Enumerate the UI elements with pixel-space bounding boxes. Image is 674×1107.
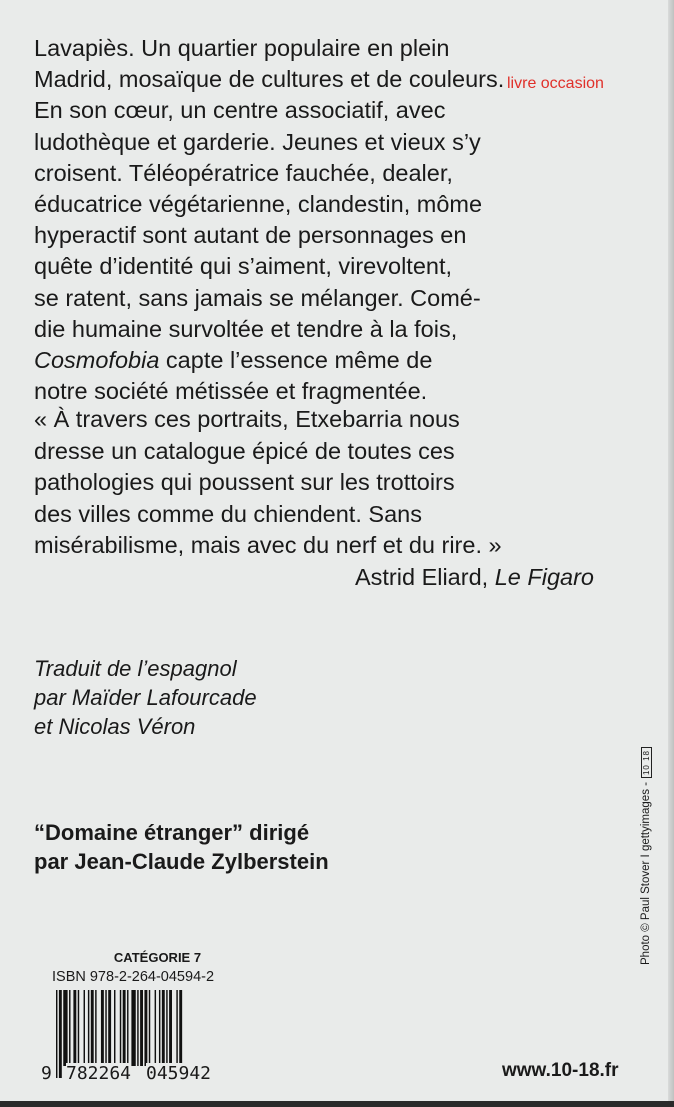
- barcode-bar: [159, 990, 160, 1066]
- quote-line: « À travers ces portraits, Etxebarria nous: [34, 406, 460, 432]
- barcode-bar: [108, 990, 111, 1066]
- barcode-bar: [105, 990, 106, 1066]
- blurb-line: hyperactif sont autant de personnages en: [34, 222, 467, 249]
- barcode-bar: [137, 990, 138, 1066]
- barcode-bar: [169, 990, 172, 1066]
- translation-credit: [34, 654, 257, 741]
- quote-line: misérabilisme, mais avec du nerf et du rire. »: [34, 532, 502, 558]
- barcode-left-digits: 782264: [66, 1063, 132, 1084]
- publisher-logo: 10 18: [641, 747, 652, 778]
- blurb-line: Lavapiès. Un quartier populaire en plein: [34, 35, 450, 61]
- blurb-line: notre société métissée et fragmentée.: [34, 378, 428, 405]
- collection-line: “Domaine étranger” dirigé: [34, 820, 310, 845]
- blurb-line: En son cœur, un centre associatif, avec: [34, 97, 446, 124]
- barcode-bar: [162, 990, 165, 1066]
- blurb-line: croisent. Téléopératrice fauchée, dealer,: [34, 159, 453, 186]
- barcode-bar: [91, 990, 94, 1066]
- website: www.10-18.fr: [502, 1060, 619, 1081]
- blurb-line: éducatrice végétarienne, clandestin, môme: [34, 191, 483, 218]
- barcode-bar: [63, 990, 67, 1066]
- barcode-bar: [176, 990, 177, 1066]
- press-quote: [34, 404, 634, 593]
- barcode-bar: [131, 990, 135, 1066]
- barcode-bar: [88, 990, 89, 1066]
- photo-credit-text: Photo © Paul Stover I gettyimages -: [640, 782, 652, 965]
- blurb-line: Madrid, mosaïque de cultures et de couleurs.: [34, 66, 505, 93]
- barcode-bar: [56, 990, 57, 1078]
- photo-credit: [640, 747, 652, 965]
- bottom-edge: [0, 1101, 674, 1107]
- barcode-bar: [69, 990, 70, 1066]
- collection-line: par Jean-Claude Zylberstein: [34, 849, 329, 874]
- barcode-bar: [155, 990, 156, 1066]
- translation-line: par Maïder Lafourcade: [34, 685, 257, 710]
- book-title: Cosmofobia: [34, 347, 160, 374]
- translation-line: Traduit de l’espagnol: [34, 656, 237, 681]
- blurb-line: die humaine survoltée et tendre à la fois,: [34, 315, 458, 342]
- collection-credit: [34, 818, 329, 876]
- blurb-line: [34, 345, 634, 376]
- cover-edge: [668, 0, 674, 1107]
- blurb-line: se ratent, sans jamais se mélanger. Comé-: [34, 284, 481, 311]
- barcode-bar: [140, 990, 143, 1066]
- quote-line: pathologies qui poussent sur les trottoirs: [34, 469, 455, 495]
- barcode-bar: [144, 990, 147, 1066]
- barcode-right-digits: 045942: [146, 1063, 212, 1084]
- barcode-bar: [101, 990, 104, 1066]
- barcode-bar: [114, 990, 115, 1066]
- barcode-first-digit: 9: [41, 1063, 52, 1084]
- barcode-bar: [149, 990, 150, 1066]
- category: CATÉGORIE 7: [113, 950, 202, 965]
- barcode-bar: [59, 990, 62, 1078]
- blurb-text: capte l’essence même de: [159, 347, 433, 374]
- quote-source: Le Figaro: [494, 563, 594, 590]
- translation-line: et Nicolas Véron: [34, 714, 196, 739]
- quote-attribution: [34, 562, 634, 594]
- barcode-bar: [95, 990, 96, 1066]
- blurb-line: quête d’identité qui s’aiment, virevoltent,: [34, 253, 453, 280]
- barcode-bar: [78, 990, 79, 1066]
- barcode-bar: [166, 990, 167, 1066]
- quote-author: Astrid Eliard,: [354, 563, 495, 590]
- occasion-stamp: livre occasion: [507, 75, 604, 92]
- quote-line: dresse un catalogue épicé de toutes ces: [34, 437, 455, 464]
- quote-line: des villes comme du chiendent. Sans: [34, 500, 422, 527]
- isbn: ISBN 978-2-264-04594-2: [52, 969, 215, 985]
- blurb-line: ludothèque et garderie. Jeunes et vieux s’y: [34, 128, 481, 155]
- barcode-bar: [84, 990, 85, 1066]
- barcode-bar: [127, 990, 128, 1066]
- barcode-bar: [73, 990, 76, 1066]
